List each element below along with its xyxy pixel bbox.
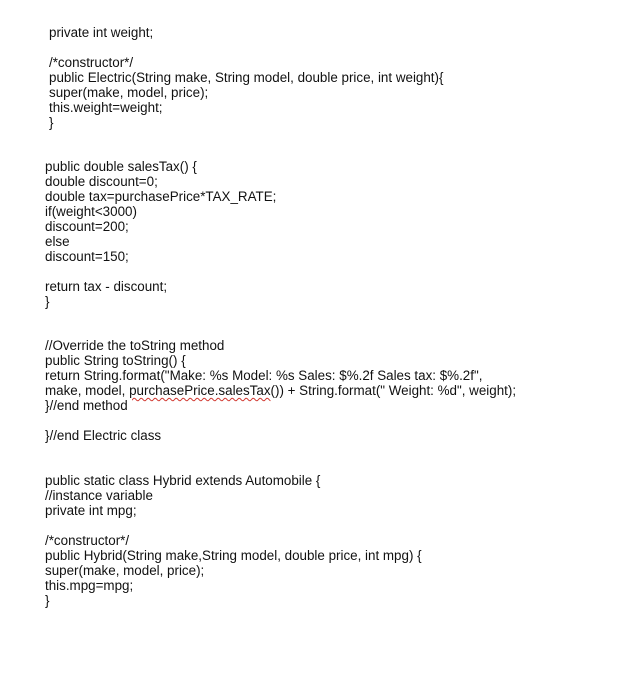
code-line: public Hybrid(String make,String model, double price, int mpg) { (45, 548, 422, 563)
code-line: public static class Hybrid extends Automobile { (45, 473, 321, 488)
code-line: }//end method (45, 398, 128, 413)
code-line: } (45, 294, 50, 309)
code-line: /*constructor*/ (45, 533, 130, 548)
code-line: public Electric(String make, String model, double price, int weight){ (49, 70, 444, 85)
code-line: super(make, model, price); (45, 563, 205, 578)
code-line: if(weight<3000) (45, 204, 137, 219)
spellcheck-flagged-word: purchasePrice.salesTax (129, 383, 271, 398)
code-line: } (49, 115, 54, 130)
code-line: double discount=0; (45, 174, 158, 189)
code-line: else (45, 234, 70, 249)
code-line: private int mpg; (45, 503, 137, 518)
code-line: return String.format("Make: %s Model: %s Sales: $%.2f Sales tax: $%.2f", (45, 368, 483, 383)
code-line: public double salesTax() { (45, 159, 197, 174)
code-line: private int weight; (49, 25, 154, 40)
code-text: make, model, (45, 383, 130, 398)
code-line: this.weight=weight; (49, 100, 163, 115)
code-line: discount=150; (45, 249, 129, 264)
code-text: ()) + String.format(" Weight: %d", weight); (270, 383, 517, 398)
code-line: //instance variable (45, 488, 153, 503)
code-line: double tax=purchasePrice*TAX_RATE; (45, 189, 277, 204)
code-line: //Override the toString method (45, 338, 225, 353)
code-line: }//end Electric class (45, 428, 162, 443)
code-line-format-args (45, 383, 516, 398)
code-line: } (45, 593, 50, 608)
code-line: this.mpg=mpg; (45, 578, 134, 593)
code-line: discount=200; (45, 219, 129, 234)
code-line: /*constructor*/ (49, 55, 134, 70)
code-line: return tax - discount; (45, 279, 168, 294)
code-line: super(make, model, price); (49, 85, 209, 100)
code-line: public String toString() { (45, 353, 186, 368)
